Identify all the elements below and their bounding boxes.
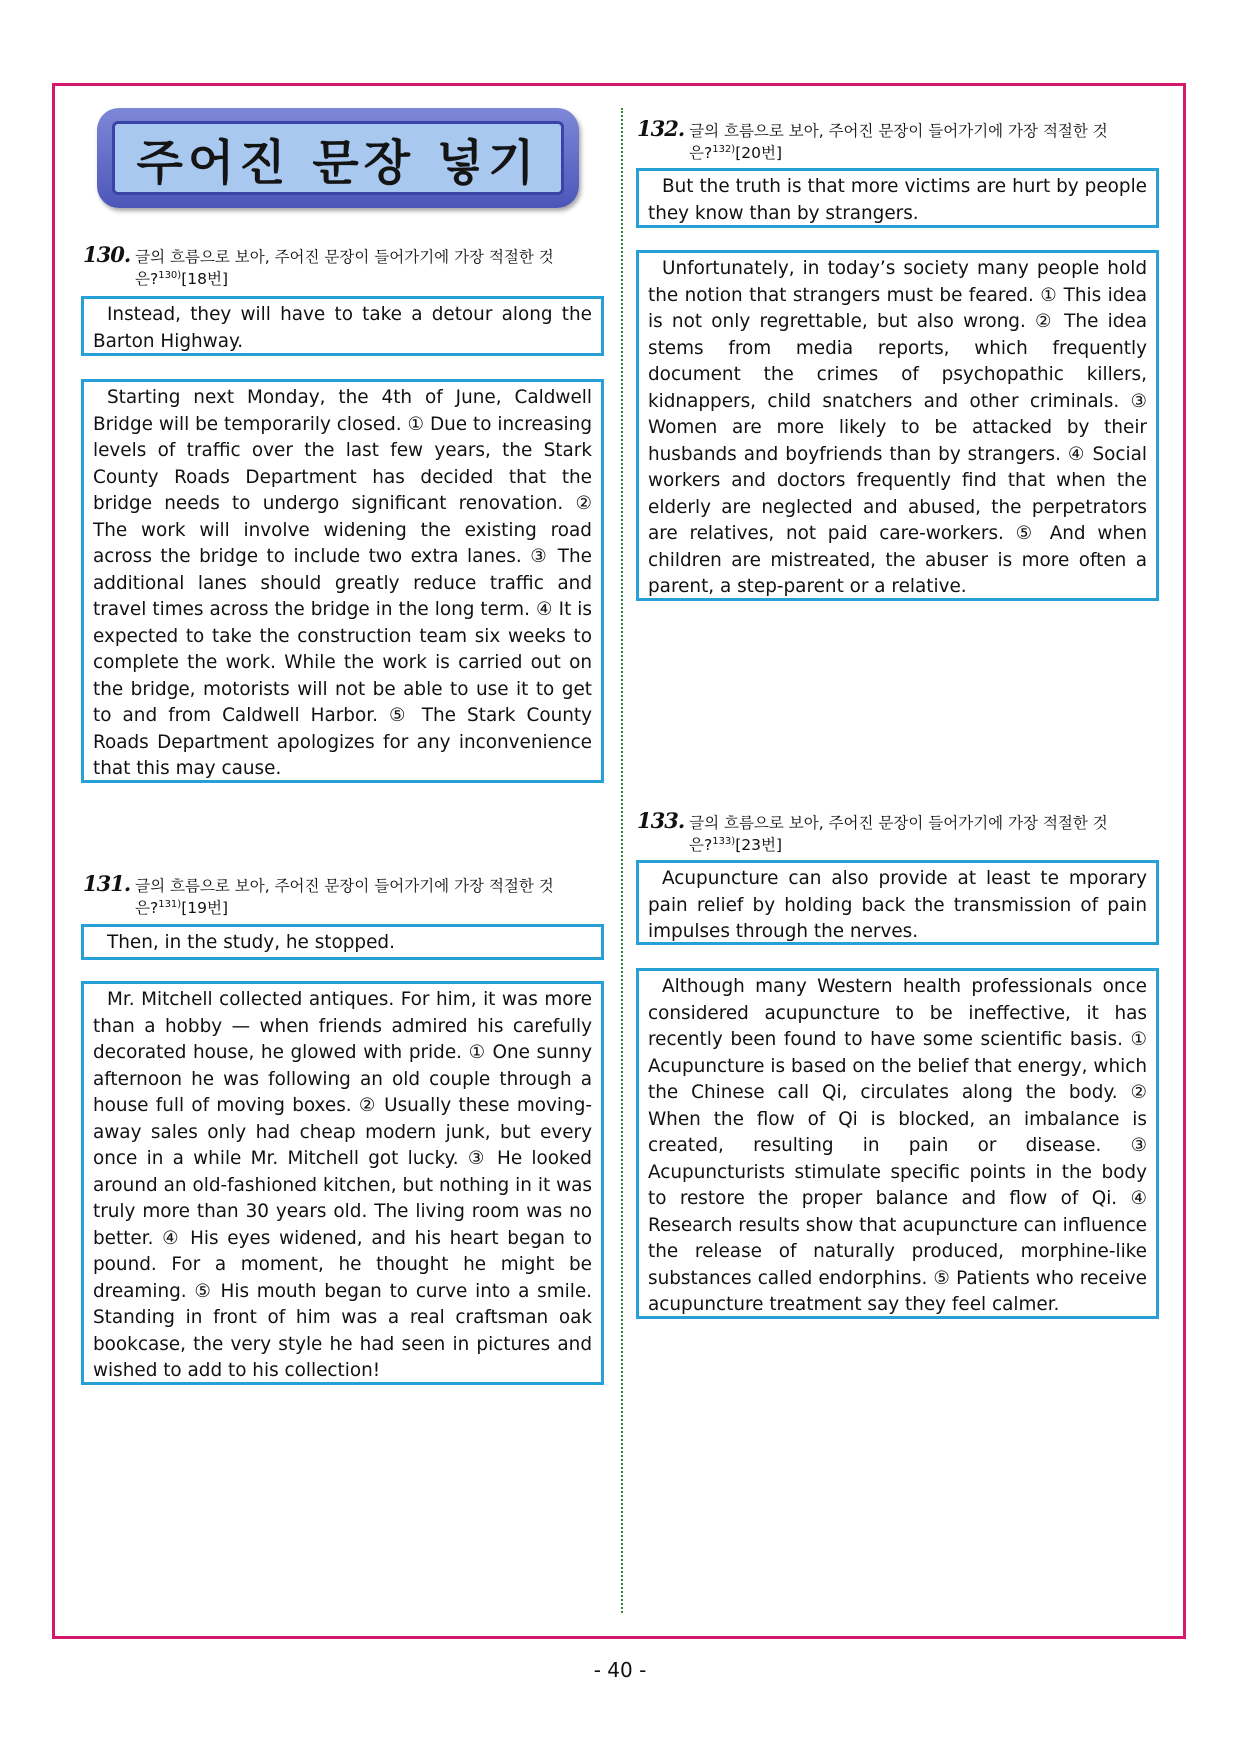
passage-box: Starting next Monday, the 4th of June, Caldwell Bridge will be temporarily closed. ① Due to increasing levels of traffic over the last few years, the Stark County Roads Department has decided that the bridge needs to undergo significant renovation. ② The work will involve widening the existing road across the bridge to include two extra lanes. ③ The additional lanes should greatly reduce traffic and travel times across the bridge in the long term. ④ It is expected to take the construction team six weeks to complete the work. While the work is carried out on the bridge, motorists will not be able to use it to get to and from Caldwell Harbor. ⑤ The Stark County Roads Department apologizes for any inconvenience that this may cause. bbox=[81, 379, 604, 783]
question-number: 133. bbox=[637, 808, 685, 833]
prompt-end: 은? bbox=[689, 144, 713, 163]
footnote-ref: 130) bbox=[158, 270, 182, 281]
question-130-header bbox=[83, 242, 603, 289]
question-source: [18번] bbox=[181, 270, 228, 289]
question-prompt: 글의 흐름으로 보아, 주어진 문장이 들어가기에 가장 적절한 것 bbox=[689, 122, 1108, 140]
footnote-ref: 132) bbox=[712, 144, 736, 155]
passage-box: Although many Western health professionals once considered acupuncture to be ineffective, it has recently been found to have some scientific basis. ① Acupuncture is based on the belief that energy, which the Chinese call Qi, circulates along the body. ② When the flow of Qi is blocked, an imbalance is created, resulting in pain or disease. ③ Acupuncturists stimulate specific points in the body to restore the proper balance and flow of Qi. ④ Research results show that acupuncture can influence the release of naturally produced, morphine-like substances called endorphins. ⑤ Patients who receive acupuncture treatment say they feel calmer. bbox=[636, 968, 1159, 1319]
passage-box: Unfortunately, in today’s society many people hold the notion that strangers must be feared. ① This idea is not only regrettable, but also wrong. ② The idea stems from media reports, which frequently document the crimes of psychopathic killers, kidnappers, child snatchers and other criminals. ③ Women are more likely to be attacked by their husbands and boyfriends than by strangers. ④ Social workers and doctors frequently find that when the elderly are neglected and abused, the perpetrators are relatives, not paid care-workers. ⑤ And when children are mistreated, the abuser is more often a parent, a step-parent or a relative. bbox=[636, 250, 1159, 601]
question-131-header bbox=[83, 871, 603, 918]
question-prompt-suffix bbox=[689, 831, 782, 856]
prompt-end: 은? bbox=[689, 836, 713, 855]
question-prompt-suffix bbox=[135, 894, 228, 919]
question-source: [19번] bbox=[181, 899, 228, 918]
question-number: 130. bbox=[83, 242, 131, 267]
question-source: [20번] bbox=[735, 144, 782, 163]
page-title: 주어진 문장 넣기 bbox=[136, 134, 540, 191]
footnote-ref: 133) bbox=[712, 836, 736, 847]
prompt-end: 은? bbox=[135, 270, 159, 289]
question-source: [23번] bbox=[735, 836, 782, 855]
question-prompt: 글의 흐름으로 보아, 주어진 문장이 들어가기에 가장 적절한 것 bbox=[135, 877, 554, 895]
page-number: - 40 - bbox=[593, 1658, 647, 1682]
question-number: 131. bbox=[83, 871, 131, 896]
title-inner-panel bbox=[112, 121, 564, 195]
question-prompt-suffix bbox=[689, 139, 782, 164]
given-sentence-box: But the truth is that more victims are hurt by people they know than by strangers. bbox=[636, 168, 1159, 228]
footnote-ref: 131) bbox=[158, 899, 182, 910]
question-prompt: 글의 흐름으로 보아, 주어진 문장이 들어가기에 가장 적절한 것 bbox=[135, 248, 554, 266]
given-sentence-box: Acupuncture can also provide at least te mporary pain relief by holding back the transmission of pain impulses through the nerves. bbox=[636, 860, 1159, 945]
question-prompt-suffix bbox=[135, 265, 228, 290]
question-133-header bbox=[637, 808, 1157, 855]
question-132-header bbox=[637, 116, 1157, 163]
prompt-end: 은? bbox=[135, 899, 159, 918]
title-banner bbox=[97, 108, 579, 208]
passage-box: Mr. Mitchell collected antiques. For him, it was more than a hobby — when friends admired his carefully decorated house, he glowed with pride. ① One sunny afternoon he was following an old couple through a house full of moving boxes. ② Usually these moving-away sales only had cheap modern junk, but every once in a while Mr. Mitchell got lucky. ③ He looked around an old-fashioned kitchen, but nothing in it was truly more than 30 years old. The living room was no better. ④ His eyes widened, and his heart began to pound. For a moment, he thought he might be dreaming. ⑤ His mouth began to curve into a smile. Standing in front of him was a real craftsman oak bookcase, the very style he had seen in pictures and wished to add to his collection! bbox=[81, 981, 604, 1385]
given-sentence-box: Instead, they will have to take a detour along the Barton Highway. bbox=[81, 296, 604, 356]
question-prompt: 글의 흐름으로 보아, 주어진 문장이 들어가기에 가장 적절한 것 bbox=[689, 814, 1108, 832]
question-number: 132. bbox=[637, 116, 685, 141]
column-divider bbox=[621, 108, 623, 1613]
given-sentence-box: Then, in the study, he stopped. bbox=[81, 924, 604, 960]
